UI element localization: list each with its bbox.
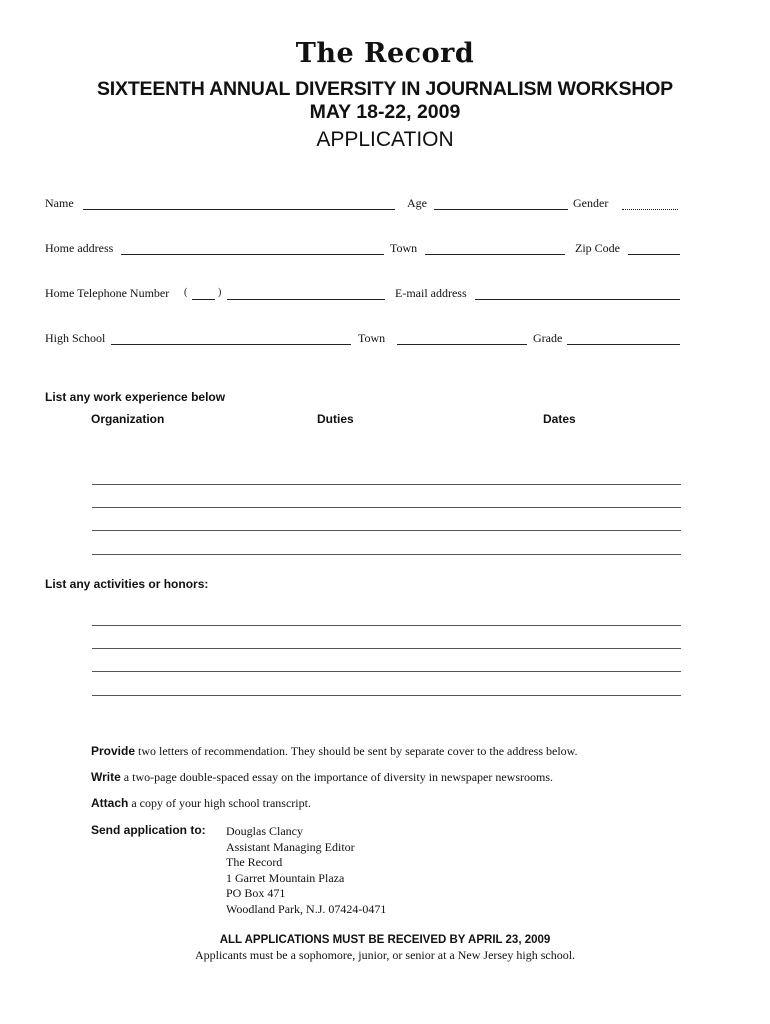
activities-heading: List any activities or honors:: [45, 577, 209, 591]
organization-column-header: Organization: [91, 412, 165, 426]
row-address-town-zip: [45, 241, 681, 259]
instruction-text: two letters of recommendation. They should be sent by separate cover to the address below.: [135, 744, 578, 758]
address-line: PO Box 471: [226, 886, 286, 901]
name-field[interactable]: [83, 209, 395, 210]
zip-code-field[interactable]: [628, 254, 680, 255]
work-experience-heading: List any work experience below: [45, 390, 226, 404]
zip-code-label: Zip Code: [575, 241, 620, 255]
grade-label: Grade: [533, 331, 563, 345]
town-label: Town: [390, 241, 418, 255]
area-code-field[interactable]: [192, 299, 215, 300]
workshop-title: SIXTEENTH ANNUAL DIVERSITY IN JOURNALISM WORKSHOP: [97, 78, 673, 100]
eligibility-notice: Applicants must be a sophomore, junior, or senior at a New Jersey high school.: [194, 948, 576, 962]
gender-label: Gender: [573, 196, 609, 210]
home-address-label: Home address: [45, 241, 114, 255]
school-town-field[interactable]: [397, 344, 527, 345]
address-line: Woodland Park, N.J. 07424-0471: [226, 901, 387, 916]
form-heading: APPLICATION: [316, 128, 454, 151]
work-experience-line[interactable]: [92, 484, 681, 485]
age-field[interactable]: [434, 209, 568, 210]
duties-column-header: Duties: [317, 412, 354, 426]
instruction-attach: [91, 796, 691, 811]
address-line: Douglas Clancy: [226, 824, 303, 838]
row-phone-email: [45, 286, 681, 304]
grade-field[interactable]: [567, 344, 680, 345]
address-line: The Record: [226, 855, 283, 870]
dates-column-header: Dates: [543, 412, 576, 426]
deadline-notice: ALL APPLICATIONS MUST BE RECEIVED BY APRIL 23, 2009: [219, 934, 551, 946]
instruction-write: [91, 770, 691, 785]
email-field[interactable]: [475, 299, 680, 300]
high-school-label: High School: [45, 331, 106, 345]
mailing-address: [226, 824, 386, 918]
work-experience-line[interactable]: [92, 507, 681, 508]
email-label: E-mail address: [395, 286, 467, 300]
instruction-provide: [91, 744, 691, 759]
work-experience-line[interactable]: [92, 554, 681, 555]
address-line: Assistant Managing Editor: [226, 839, 355, 854]
row-name-age-gender: [45, 196, 681, 214]
area-code-open: (: [184, 287, 188, 298]
activities-line[interactable]: [92, 648, 681, 649]
masthead-logo: The Record: [295, 38, 475, 69]
age-label: Age: [407, 196, 427, 210]
town-field[interactable]: [425, 254, 565, 255]
home-telephone-label: Home Telephone Number: [45, 286, 170, 300]
high-school-field[interactable]: [111, 344, 351, 345]
workshop-dates: MAY 18-22, 2009: [309, 101, 461, 123]
instruction-keyword: Write: [91, 770, 121, 784]
send-to-label-row: [91, 823, 691, 838]
work-experience-line[interactable]: [92, 530, 681, 531]
area-code-close: ): [218, 287, 222, 298]
activities-line[interactable]: [92, 671, 681, 672]
gender-field[interactable]: [622, 209, 678, 210]
row-school-town-grade: [45, 331, 681, 349]
instruction-keyword: Attach: [91, 796, 129, 810]
activities-line[interactable]: [92, 625, 681, 626]
send-to-label: Send application to:: [91, 823, 206, 837]
home-address-field[interactable]: [121, 254, 384, 255]
instruction-text: a copy of your high school transcript.: [128, 796, 311, 810]
telephone-field[interactable]: [227, 299, 385, 300]
instruction-keyword: Provide: [91, 744, 136, 758]
instruction-text: a two-page double-spaced essay on the importance of diversity in newspaper newsrooms.: [120, 770, 554, 784]
address-line: 1 Garret Mountain Plaza: [226, 870, 345, 885]
activities-line[interactable]: [92, 695, 681, 696]
name-label: Name: [45, 196, 74, 210]
school-town-label: Town: [358, 331, 386, 345]
